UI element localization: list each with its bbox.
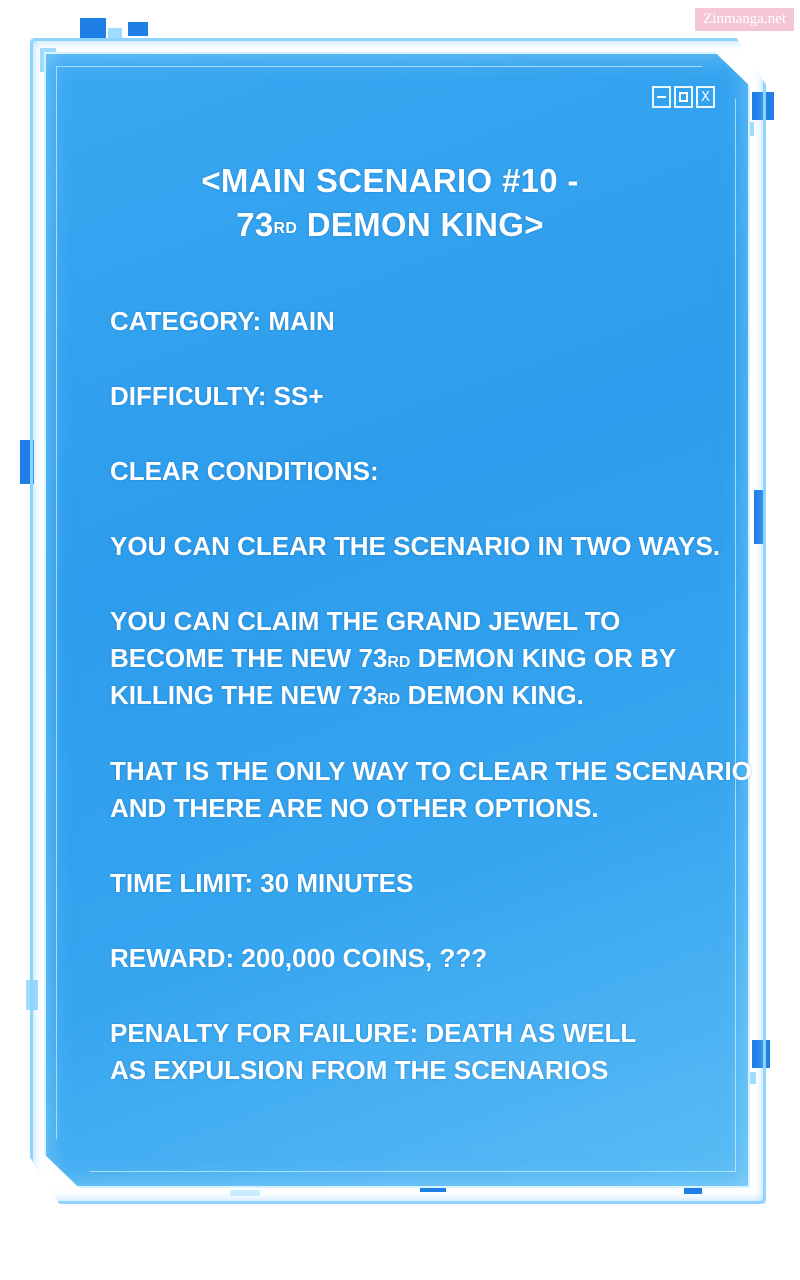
title-number: 73 <box>236 206 274 243</box>
minimize-button[interactable] <box>652 86 671 108</box>
category-line: CATEGORY: MAIN <box>110 306 335 336</box>
only-way-line-2: AND THERE ARE NO OTHER OPTIONS. <box>110 793 599 823</box>
claim-line-3-suffix: DEMON KING. <box>400 680 584 710</box>
scenario-title-line-2 <box>110 200 670 250</box>
claim-line-2-suffix: DEMON KING OR BY <box>410 643 677 673</box>
claim-line-1: YOU CAN CLAIM THE GRAND JEWEL TO <box>110 606 621 636</box>
claim-line-3 <box>110 677 730 714</box>
minimize-icon <box>657 96 666 98</box>
title-suffix: DEMON KING> <box>297 206 544 243</box>
watermark: Zinmanga.net <box>695 8 794 31</box>
maximize-button[interactable] <box>674 86 693 108</box>
penalty-line-1: PENALTY FOR FAILURE: DEATH AS WELL <box>110 1018 637 1048</box>
claim-line-3-prefix: KILLING THE NEW 73 <box>110 680 378 710</box>
claim-line-2 <box>110 640 730 677</box>
two-ways-line: YOU CAN CLEAR THE SCENARIO IN TWO WAYS. <box>110 531 721 561</box>
claim-line-2-ordinal: RD <box>387 654 411 671</box>
clear-conditions-heading: CLEAR CONDITIONS: <box>110 456 379 486</box>
scenario-title-line-1: <MAIN SCENARIO #10 - <box>201 162 579 199</box>
claim-line-3-ordinal: RD <box>377 691 401 708</box>
difficulty-line: DIFFICULTY: SS+ <box>110 381 324 411</box>
only-way-line-1: THAT IS THE ONLY WAY TO CLEAR THE SCENARIO <box>110 756 752 786</box>
window-controls <box>652 86 715 108</box>
maximize-icon <box>679 92 688 102</box>
penalty-line-2: AS EXPULSION FROM THE SCENARIOS <box>110 1055 609 1085</box>
decor-pixel <box>128 22 148 36</box>
claim-line-2-prefix: BECOME THE NEW 73 <box>110 643 388 673</box>
title-ordinal-suffix: RD <box>273 220 298 237</box>
close-button[interactable] <box>696 86 715 108</box>
close-icon: X <box>701 89 710 105</box>
reward-line: REWARD: 200,000 COINS, ??? <box>110 943 488 973</box>
decor-pixel <box>80 18 106 40</box>
time-limit-line: TIME LIMIT: 30 MINUTES <box>110 868 414 898</box>
